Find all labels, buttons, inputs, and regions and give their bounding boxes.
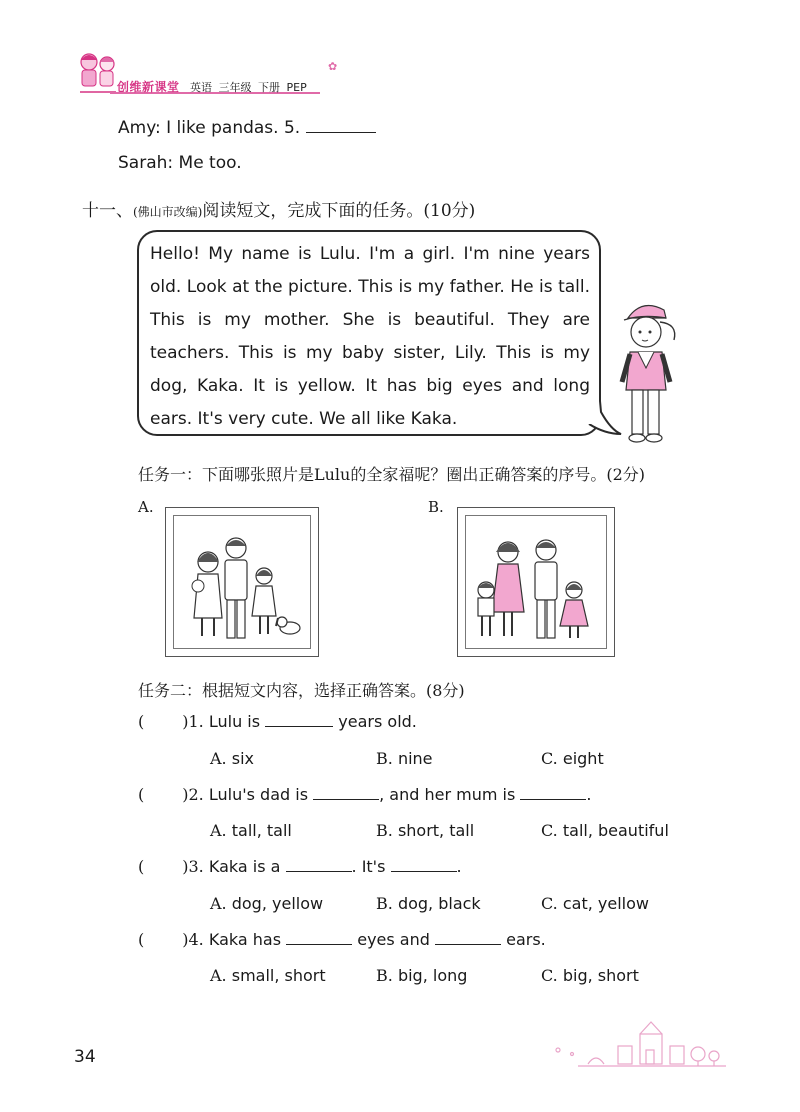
- answer-paren-4[interactable]: (: [138, 930, 145, 949]
- question-4-option-a[interactable]: A. small, short: [210, 966, 326, 985]
- answer-blank-5[interactable]: [306, 118, 376, 133]
- header-subject: 英语 三年级 下册 PEP: [190, 81, 307, 94]
- question-3-option-c[interactable]: C. cat, yellow: [541, 894, 649, 913]
- question-1-option-c[interactable]: C. eight: [541, 749, 604, 768]
- section-instruction: 阅读短文，完成下面的任务。: [202, 201, 424, 221]
- page-number: 34: [74, 1047, 96, 1067]
- reading-passage: Hello! My name is Lulu. I'm a girl. I'm nine years old. Look at the picture. This is my father. He is tall. This is my mother. She is beautiful. They are teachers. This is my baby sister, Lily. This is my dog, Kaka. It is yellow. It has big eyes and long ears. It's very cute. We all like Kaka.: [150, 244, 590, 429]
- question-2-option-c[interactable]: C. tall, beautiful: [541, 821, 669, 840]
- footer-castle-decoration-icon: [548, 1020, 728, 1070]
- question-1-part2: years old.: [338, 712, 417, 731]
- task2-title: 任务二：根据短文内容，选择正确答案。(8分): [138, 681, 465, 700]
- section-title: [82, 196, 475, 221]
- question-3: ( )3. Kaka is a . It's .: [138, 857, 462, 876]
- dialogue-line-2: Sarah: Me too.: [118, 153, 242, 173]
- answer-paren-1[interactable]: (: [138, 712, 145, 731]
- question-3-option-a[interactable]: A. dog, yellow: [210, 894, 324, 913]
- question-4-part1: Kaka has: [208, 930, 282, 949]
- answer-paren-3[interactable]: (: [138, 857, 145, 876]
- question-4-blank-2: [435, 932, 501, 945]
- section-source-note: (佛山市改编): [133, 205, 203, 219]
- question-3-part2: . It's: [351, 857, 386, 876]
- dialogue-line-1: [118, 118, 376, 138]
- question-4: ( )4. Kaka has eyes and ears.: [138, 930, 546, 949]
- section-number: 十一、: [82, 201, 133, 221]
- question-1-number: )1.: [182, 712, 204, 731]
- question-4-option-c[interactable]: C. big, short: [541, 966, 639, 985]
- question-2: ( )2. Lulu's dad is , and her mum is .: [138, 785, 592, 804]
- question-4-blank-1: [286, 932, 352, 945]
- question-2-blank-1: [313, 787, 379, 800]
- question-2-blank-2: [520, 787, 586, 800]
- answer-paren-2[interactable]: (: [138, 785, 145, 804]
- question-3-option-b[interactable]: B. dog, black: [376, 894, 481, 913]
- section-points: (10分): [423, 201, 476, 221]
- question-3-blank-1: [286, 859, 352, 872]
- header-star-icon: ✿: [328, 60, 338, 73]
- girl-lulu-illustration: [612, 296, 692, 446]
- photo-option-a-label: A.: [138, 498, 154, 516]
- question-1-option-b[interactable]: B. nine: [376, 749, 433, 768]
- question-2-option-b[interactable]: B. short, tall: [376, 821, 475, 840]
- header-kids-logo-icon: [76, 48, 120, 98]
- question-2-part2: , and her mum is: [379, 785, 516, 804]
- question-4-part2: eyes and: [357, 930, 430, 949]
- question-1-option-a[interactable]: A. six: [210, 749, 254, 768]
- question-2-number: )2.: [182, 785, 204, 804]
- question-1-part1: Lulu is: [208, 712, 261, 731]
- question-4-number: )4.: [182, 930, 204, 949]
- photo-option-b-label: B.: [428, 498, 444, 516]
- task1-title: 任务一：下面哪张照片是Lulu的全家福呢？圈出正确答案的序号。(2分): [138, 465, 646, 484]
- question-3-part1: Kaka is a: [208, 857, 281, 876]
- question-1-blank-1: [265, 714, 333, 727]
- dialogue-text-1: Amy: I like pandas. 5.: [118, 118, 301, 138]
- family-photo-b-illustration: [470, 526, 604, 644]
- question-4-option-b[interactable]: B. big, long: [376, 966, 468, 985]
- question-3-number: )3.: [182, 857, 204, 876]
- question-2-part1: Lulu's dad is: [208, 785, 309, 804]
- question-1: [138, 712, 417, 731]
- family-photo-a-illustration: [178, 526, 308, 644]
- header-brand: 创维新课堂: [117, 80, 180, 94]
- question-3-blank-2: [391, 859, 457, 872]
- question-2-option-a[interactable]: A. tall, tall: [210, 821, 292, 840]
